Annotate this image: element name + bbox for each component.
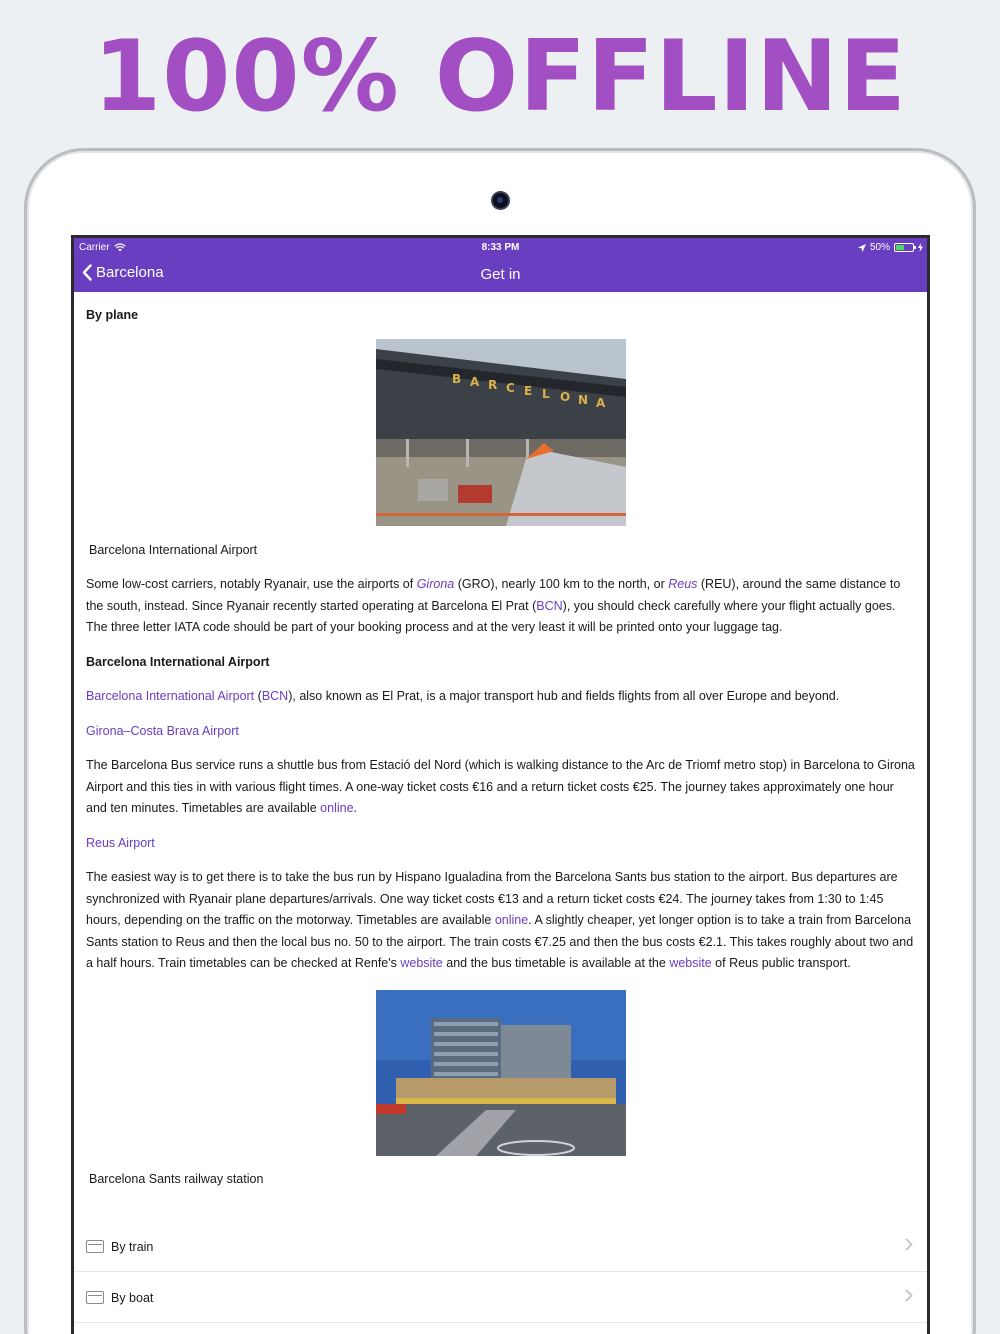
list-row-by-train[interactable] xyxy=(74,1222,927,1272)
svg-text:E: E xyxy=(523,383,532,398)
bia-text-1: ( xyxy=(254,689,262,703)
navigation-bar xyxy=(74,238,927,292)
list-row-label: By boat xyxy=(111,1290,154,1305)
chevron-right-icon xyxy=(905,1238,913,1251)
bcn-link[interactable]: BCN xyxy=(536,598,563,613)
status-right xyxy=(858,242,923,253)
charging-bolt-icon xyxy=(918,243,923,252)
battery-icon xyxy=(894,243,914,252)
intro-paragraph xyxy=(86,574,915,639)
intro-text-3: (REU), around the same distance to the south, instead. Since Ryanair recently started operating at Barcelona El Prat ( xyxy=(86,577,901,613)
svg-text:A: A xyxy=(469,374,479,389)
girona-paragraph xyxy=(86,755,915,820)
camera-icon xyxy=(493,193,508,208)
status-time: 8:33 PM xyxy=(481,242,520,253)
girona-heading-link[interactable]: Girona–Costa Brava Airport xyxy=(86,723,239,738)
renfe-website-link[interactable]: website xyxy=(400,956,443,970)
sants-station-photo xyxy=(376,990,626,1156)
reus-paragraph xyxy=(86,867,915,975)
folder-icon xyxy=(86,1240,104,1253)
folder-icon xyxy=(86,1291,104,1304)
bia-paragraph xyxy=(86,686,915,708)
airport-caption: Barcelona International Airport xyxy=(89,542,258,557)
reus-text-1: The easiest way is to get there is to take the bus run by Hispano Igualadina from the Barcelona Sants bus station to the airport. Bus departures are synchronized with Ryanair plane departures/arrivals. One way ticket costs €13 and a return ticket costs €24. The journey takes from 1:30 to 1:45 hours, depending on the traffic on the motorway. Timetables are available xyxy=(86,870,898,927)
heading-by-plane: By plane xyxy=(86,308,139,322)
svg-text:C: C xyxy=(505,380,515,395)
svg-text:N: N xyxy=(577,392,588,407)
reus-text-4: of Reus public transport. xyxy=(711,956,851,970)
location-arrow-icon xyxy=(858,244,866,252)
sants-caption: Barcelona Sants railway station xyxy=(89,1171,264,1186)
list-row-label: By train xyxy=(111,1239,154,1254)
article-content xyxy=(74,292,927,1190)
reus-transport-website-link[interactable]: website xyxy=(669,956,712,970)
intro-text-4: ), you should check carefully where your flight actually goes. The three letter IATA code should be part of your booking process and at the very least it will be printed onto your luggage tag. xyxy=(86,598,896,634)
airport-photo xyxy=(376,339,626,526)
heading-bia: Barcelona International Airport xyxy=(86,654,270,669)
battery-percent: 50% xyxy=(869,242,890,253)
app-screen xyxy=(71,235,930,1334)
girona-link[interactable]: Girona xyxy=(416,577,455,591)
intro-text-2: (GRO), nearly 100 km to the north, or xyxy=(454,577,669,591)
back-label: Barcelona xyxy=(96,264,164,281)
bia-text-2: ), also known as El Prat, is a major transport hub and fields flights from all over Europe and beyond. xyxy=(288,689,840,703)
svg-text:O: O xyxy=(559,389,570,404)
promo-headline: 100% OFFLINE xyxy=(93,20,907,134)
girona-online-link[interactable]: online xyxy=(320,801,354,815)
carrier-label: Carrier xyxy=(79,242,110,253)
chevron-right-icon xyxy=(905,1289,913,1302)
svg-text:L: L xyxy=(541,386,550,401)
bia-bcn-link[interactable]: BCN xyxy=(261,689,289,703)
reus-heading-link[interactable]: Reus Airport xyxy=(86,835,155,850)
reus-link[interactable]: Reus xyxy=(668,577,698,591)
girona-text-1: The Barcelona Bus service runs a shuttle bus from Estació del Nord (which is walking distance to the Arc de Triomf metro stop) in Barcelona to Girona Airport and this ties in with various flight times. A one-way ticket costs €16 and a return ticket costs €25. The journey takes approximately one hour and ten minutes. Timetables are available xyxy=(86,758,915,815)
svg-text:A: A xyxy=(595,395,605,410)
list-row-by-boat[interactable] xyxy=(74,1273,927,1323)
girona-text-2: . xyxy=(353,801,358,815)
bia-link[interactable]: Barcelona International Airport xyxy=(86,689,255,703)
status-bar xyxy=(74,238,927,258)
reus-text-2: . A slightly cheaper, yet longer option is to take a train from Barcelona Sants station to Reus and then the local bus no. 50 to the airport. The train costs €7.25 and then the bus costs €2.1. This takes roughly about two and a half hours. Train timetables can be checked at Renfe's xyxy=(86,913,914,970)
svg-text:R: R xyxy=(487,377,497,392)
reus-online-link[interactable]: online xyxy=(494,913,529,927)
reus-text-3: and the bus timetable is available at the xyxy=(442,956,670,970)
intro-text-1: Some low-cost carriers, notably Ryanair, use the airports of xyxy=(86,577,417,591)
svg-text:B: B xyxy=(451,371,461,386)
nav-title: Get in xyxy=(480,266,521,283)
